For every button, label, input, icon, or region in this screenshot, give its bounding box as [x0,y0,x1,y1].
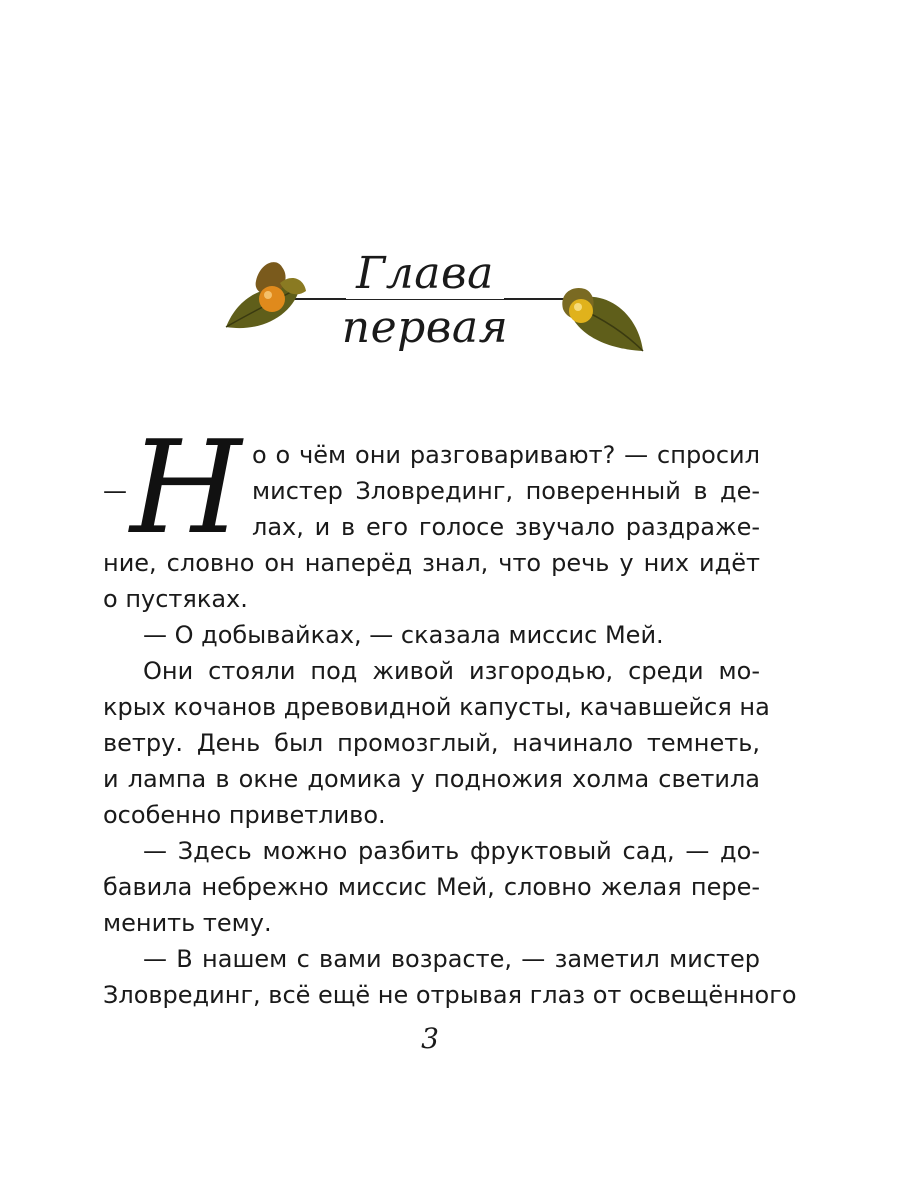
chapter-title-line2: первая [341,302,509,353]
text-line: — О добывайках, — сказала миссис Мей. [143,621,664,649]
text-line: бавила небрежно миссис Мей, словно желая пере- [103,873,760,901]
text-line: о о чём они разговаривают? — спросил [252,441,760,469]
text-line: о пустяках. [103,585,248,613]
drop-cap: Н [130,414,242,563]
text-line: и лампа в окне домика у подножия холма светила [103,765,760,793]
text-line: — В нашем с вами возрасте, — заметил мистер [143,945,760,973]
text-line: лах, и в его голосе звучало раздраже- [252,513,760,541]
text-line: ние, словно он наперёд знал, что речь у них идёт [103,549,760,577]
text-line: ветру. День был промозглый, начинало темнеть, [103,729,760,757]
text-line: Они стояли под живой изгородью, среди мо- [143,657,760,685]
text-line: мистер Зловрединг, поверенный в де- [252,477,760,505]
chapter-header [215,245,635,360]
text-line: крых кочанов древовидной капусты, качавшейся на [103,693,770,721]
chapter-title-line1: Глава [215,249,635,299]
text-line: менить тему. [103,909,272,937]
text-line: особенно приветливо. [103,801,386,829]
text-line: Зловрединг, всё ещё не отрывая глаз от освещённого [103,981,797,1009]
text-line: — Здесь можно разбить фруктовый сад, — до- [143,837,760,865]
dialogue-dash: — [103,477,127,505]
page-number: 3 [421,1022,439,1055]
